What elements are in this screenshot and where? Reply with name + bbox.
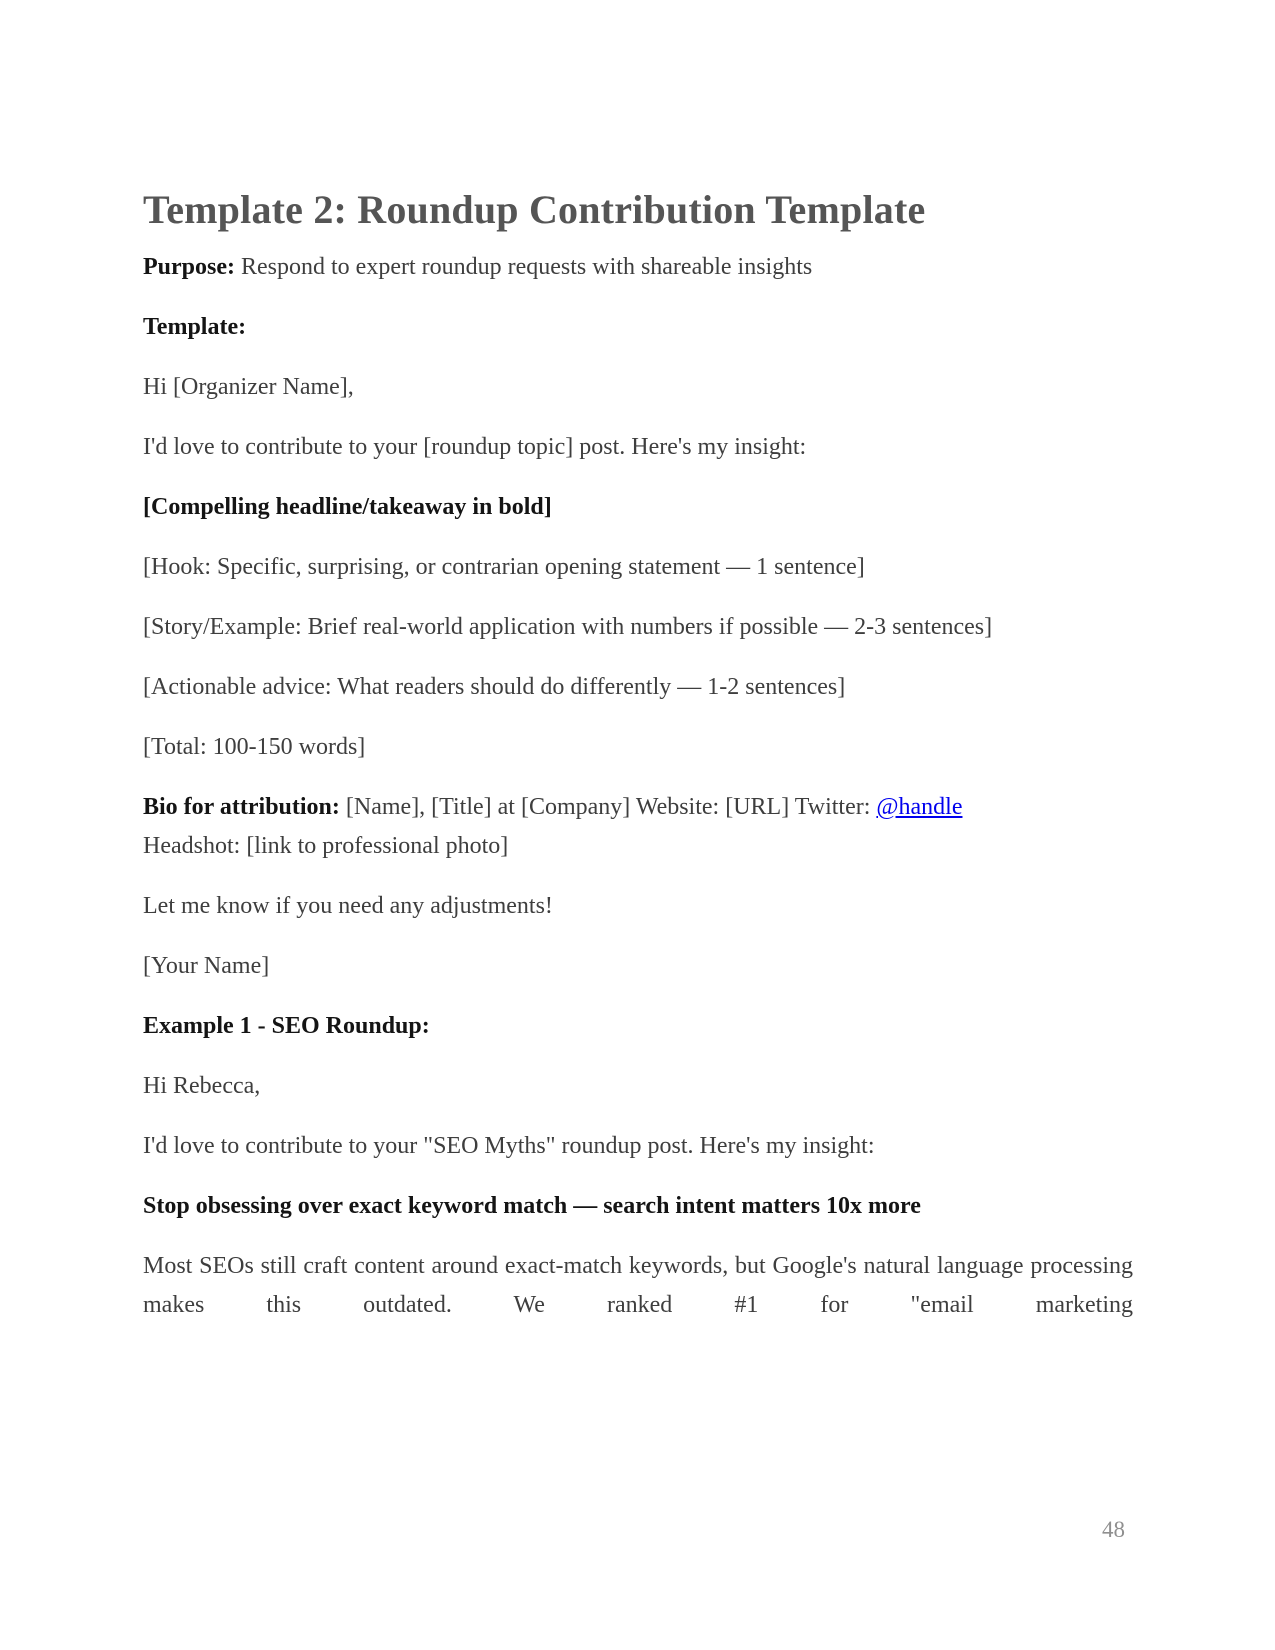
page-number: 48 <box>1102 1517 1125 1542</box>
template-heading <box>143 308 1133 347</box>
example1-headline-line <box>143 1187 1133 1226</box>
bio-first-line <box>143 794 962 820</box>
intro-line: I'd love to contribute to your [roundup topic] post. Here's my insight: <box>143 434 807 460</box>
example1-greeting: Hi Rebecca, <box>143 1073 261 1099</box>
example1-headline: Stop obsessing over exact keyword match — search intent matters 10x more <box>143 1193 921 1219</box>
headline-placeholder: [Compelling headline/takeaway in bold] <box>143 494 552 520</box>
page-content <box>143 186 1133 1346</box>
bio-text: [Name], [Title] at [Company] Website: [URL] Twitter: <box>345 794 871 820</box>
greeting-line: Hi [Organizer Name], <box>143 374 354 400</box>
signature-line: [Your Name] <box>143 953 270 979</box>
template-label: Template: <box>143 314 247 340</box>
page-title: Template 2: Roundup Contribution Template <box>143 187 926 232</box>
example1-body: Most SEOs still craft content around exact-match keywords, but Google's natural language processing makes this outdated. We ranked #1 for "email marketing <box>143 1253 1133 1318</box>
hook-line: [Hook: Specific, surprising, or contrarian opening statement — 1 sentence] <box>143 554 865 580</box>
closing-line: Let me know if you need any adjustments! <box>143 893 553 919</box>
twitter-handle-link[interactable]: @handle <box>876 794 963 820</box>
purpose-line <box>143 248 1133 287</box>
purpose-text: Respond to expert roundup requests with shareable insights <box>241 254 813 280</box>
advice-line: [Actionable advice: What readers should do differently — 1-2 sentences] <box>143 674 846 700</box>
example1-heading-line <box>143 1007 1133 1046</box>
total-line: [Total: 100-150 words] <box>143 734 366 760</box>
example1-intro: I'd love to contribute to your "SEO Myths" roundup post. Here's my insight: <box>143 1133 875 1159</box>
bio-headshot-text: Headshot: [link to professional photo] <box>143 833 509 859</box>
example1-heading: Example 1 - SEO Roundup: <box>143 1013 430 1039</box>
story-line: [Story/Example: Brief real-world application with numbers if possible — 2-3 sentences] <box>143 614 993 640</box>
purpose-label: Purpose: <box>143 254 235 280</box>
bio-label: Bio for attribution: <box>143 794 340 820</box>
bio-paragraph <box>143 788 1133 866</box>
headline-placeholder-line <box>143 488 1133 527</box>
